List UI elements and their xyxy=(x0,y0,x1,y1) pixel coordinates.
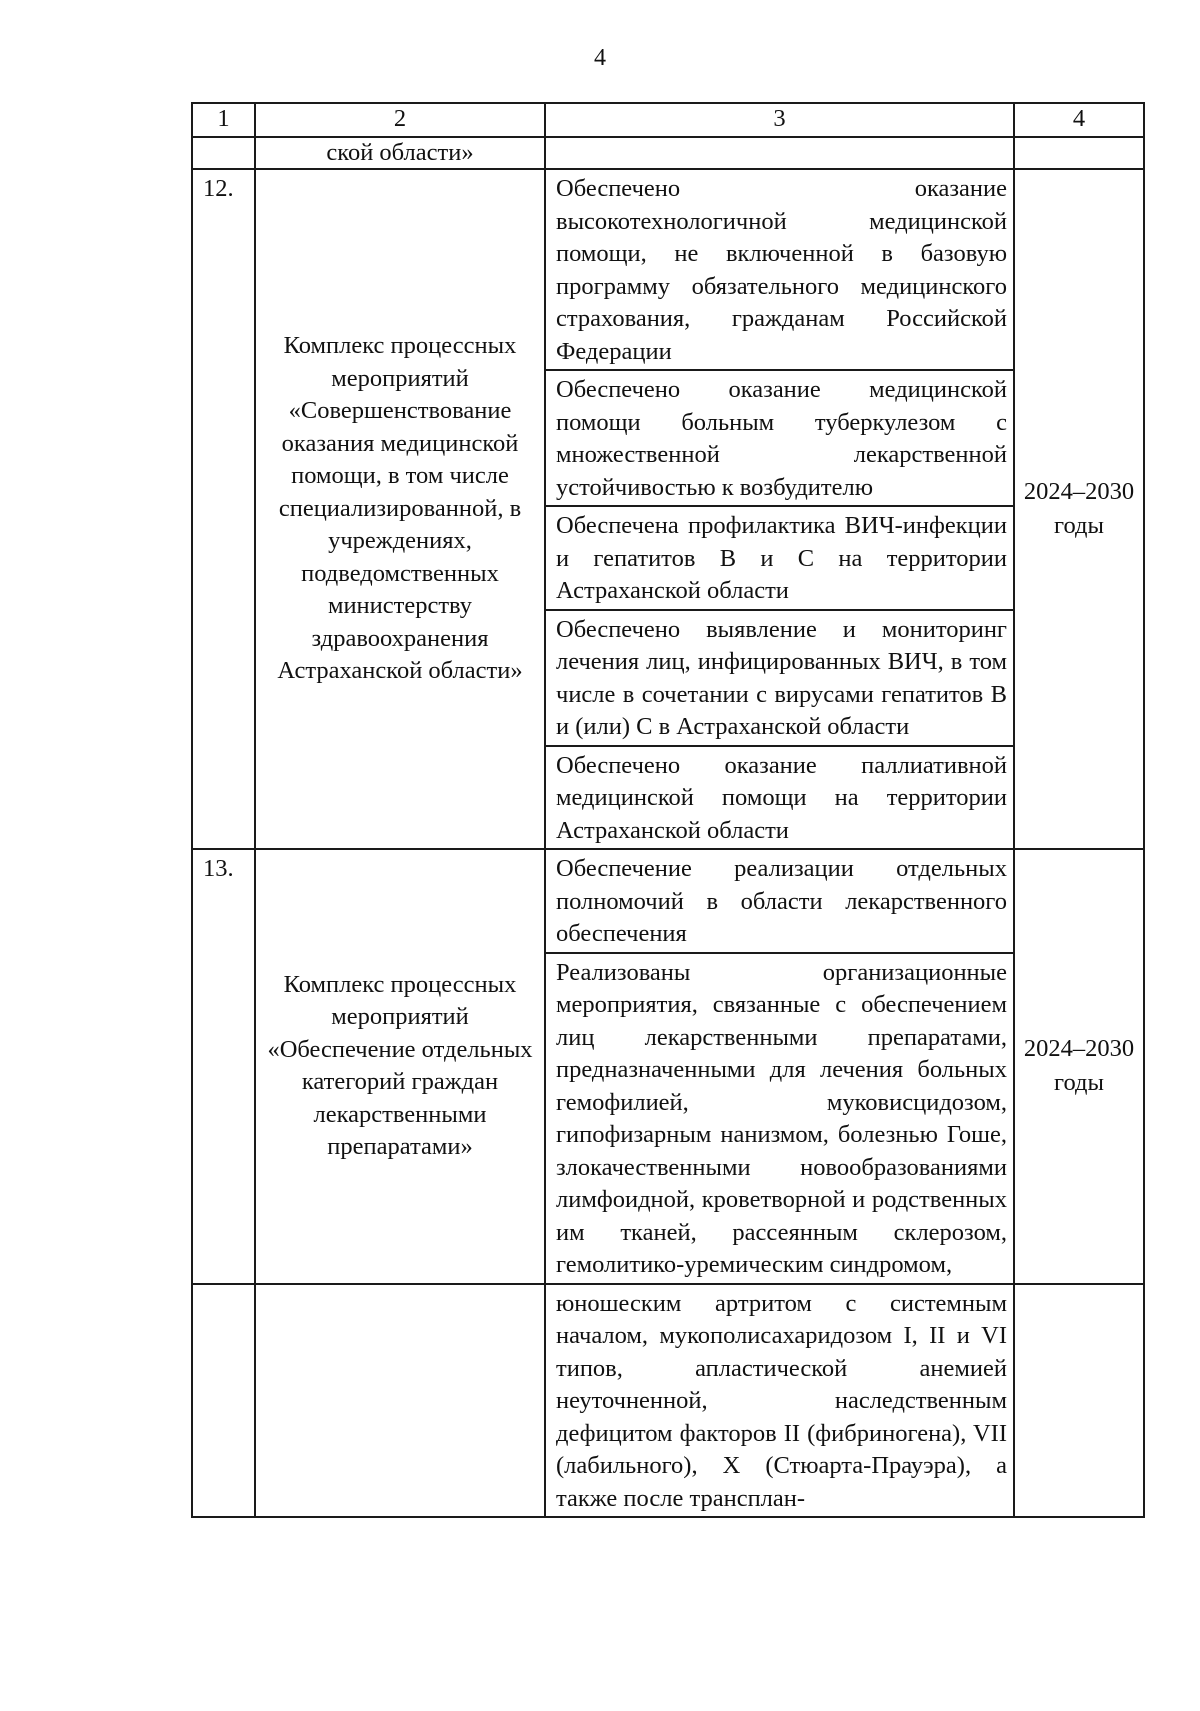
row-13-number: 13. xyxy=(192,849,255,1284)
header-col-2: 2 xyxy=(255,103,545,137)
table-row-13 xyxy=(192,849,1144,953)
continuation-row xyxy=(192,137,1144,169)
table-row-continued xyxy=(192,1284,1144,1518)
row-12-number: 12. xyxy=(192,169,255,849)
row-cont-num-cell xyxy=(192,1284,255,1518)
header-col-1: 1 xyxy=(192,103,255,137)
continuation-result-cell xyxy=(545,137,1014,169)
table-row-12 xyxy=(192,169,1144,370)
row-cont-period-cell xyxy=(1014,1284,1144,1518)
row-12-result-5: Обеспечено оказание паллиативной медицинской помощи на территории Астраханской области xyxy=(545,746,1014,850)
header-col-4: 4 xyxy=(1014,103,1144,137)
continuation-period-cell xyxy=(1014,137,1144,169)
row-cont-name-cell xyxy=(255,1284,545,1518)
row-13-period: 2024–2030 годы xyxy=(1014,849,1144,1284)
row-12-result-1: Обеспечено оказание высокотехнологичной медицинской помощи, не включенной в базовую программу обязательного медицинского страхования, гражданам Российской Федерации xyxy=(545,169,1014,370)
row-13-name: Комплекс процессных мероприятий «Обеспечение отдельных категорий граждан лекарственными препаратами» xyxy=(255,849,545,1284)
row-13-result-2: Реализованы организационные мероприятия, связанные с обеспечением лиц лекарственными препаратами, предназначенными для лечения больных гемофилией, муковисцидозом, гипофизарным нанизмом, болезнью Гоше, злокачественными новообразованиями лимфоидной, кроветворной и родственных им тканей, рассеянным склерозом, гемолитико-уремическим синдромом, xyxy=(545,953,1014,1284)
row-12-result-4: Обеспечено выявление и мониторинг лечения лиц, инфицированных ВИЧ, в том числе в сочетании с вирусами гепатитов В и (или) С в Астраханской области xyxy=(545,610,1014,746)
row-cont-result: юношеским артритом с системным началом, мукополисахаридозом I, II и VI типов, апластической анемией неуточненной, наследственным дефицитом факторов II (фибриногена), VII (лабильного), X (Стюарта-Прауэра), а также после трансплан- xyxy=(545,1284,1014,1518)
row-12-name: Комплекс процессных мероприятий «Совершенствование оказания медицинской помощи, в том числе специализированной, в учреждениях, подведомственных министерству здравоохранения Астраханской области» xyxy=(255,169,545,849)
row-12-period: 2024–2030 годы xyxy=(1014,169,1144,849)
row-12-result-2: Обеспечено оказание медицинской помощи больным туберкулезом с множественной лекарственной устойчивостью к возбудителю xyxy=(545,370,1014,506)
header-row xyxy=(192,103,1144,137)
page-number: 4 xyxy=(594,45,606,71)
continuation-name: ской области» xyxy=(255,137,545,169)
continuation-num-cell xyxy=(192,137,255,169)
header-col-3: 3 xyxy=(545,103,1014,137)
programme-table xyxy=(191,102,1145,1518)
row-13-result-1: Обеспечение реализации отдельных полномочий в области лекарственного обеспечения xyxy=(545,849,1014,953)
row-12-result-3: Обеспечена профилактика ВИЧ-инфекции и гепатитов В и С на территории Астраханской области xyxy=(545,506,1014,610)
